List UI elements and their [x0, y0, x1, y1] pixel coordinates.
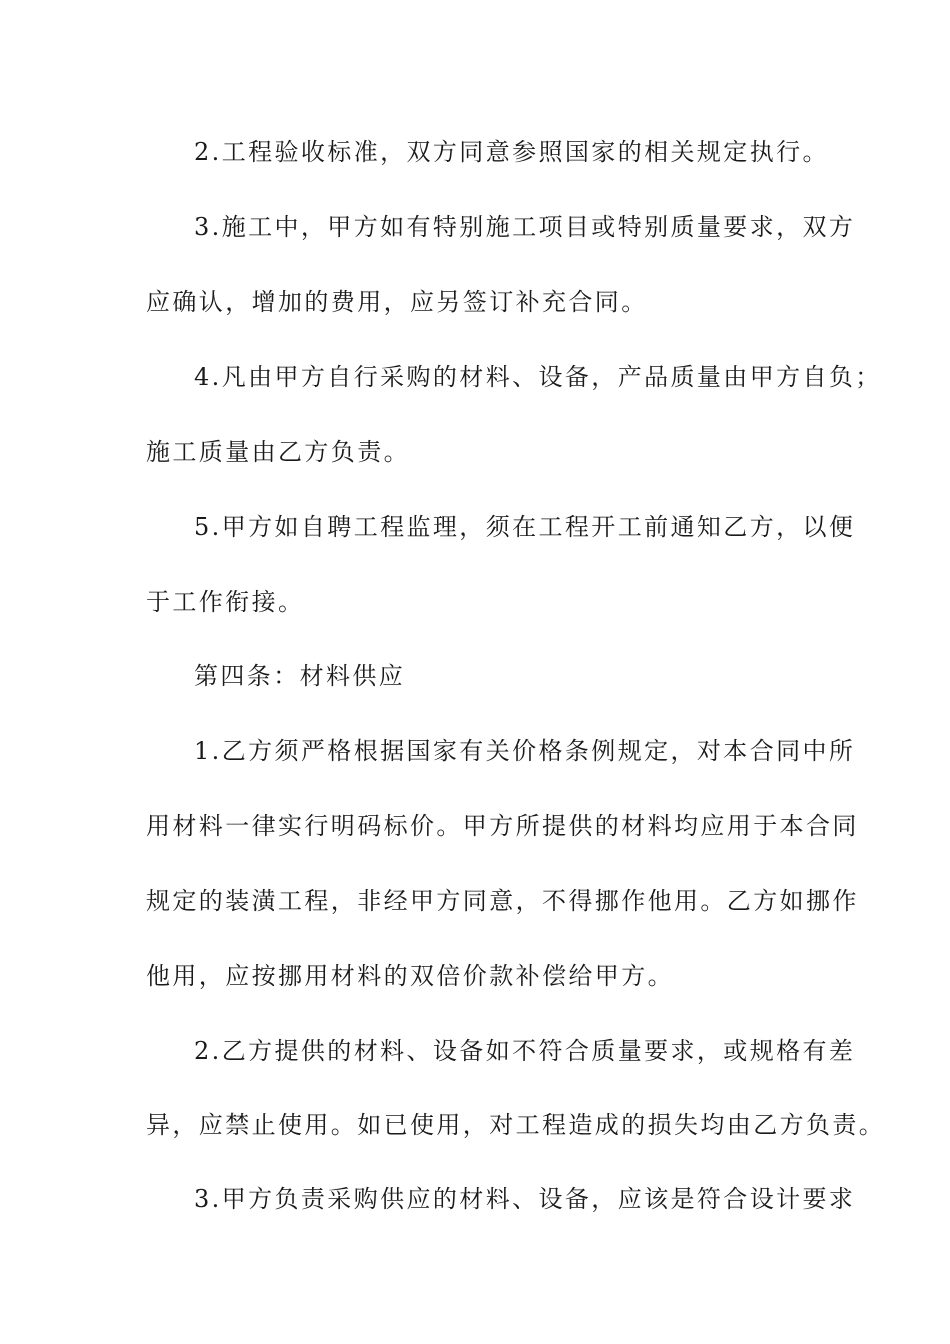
paragraph-line: 施工质量由乙方负责。 — [146, 438, 410, 466]
paragraph-line: 4.凡由甲方自行采购的材料、设备，产品质量由甲方自负； — [194, 363, 882, 391]
paragraph-line: 规定的装潢工程，非经甲方同意，不得挪作他用。乙方如挪作 — [146, 887, 859, 915]
paragraph-line: 应确认，增加的费用，应另签订补充合同。 — [146, 288, 648, 316]
paragraph-line: 5.甲方如自聘工程监理，须在工程开工前通知乙方，以便 — [194, 513, 856, 541]
paragraph-line: 2.工程验收标准，双方同意参照国家的相关规定执行。 — [194, 138, 829, 166]
paragraph-line: 异，应禁止使用。如已使用，对工程造成的损失均由乙方负责。 — [146, 1111, 886, 1139]
paragraph-line: 用材料一律实行明码标价。甲方所提供的材料均应用于本合同 — [146, 812, 859, 840]
paragraph-line: 3.甲方负责采购供应的材料、设备，应该是符合设计要求 — [194, 1185, 856, 1213]
paragraph-line: 于工作衔接。 — [146, 588, 305, 616]
section-heading: 第四条：材料供应 — [194, 662, 406, 690]
paragraph-line: 3.施工中，甲方如有特别施工项目或特别质量要求，双方 — [194, 213, 856, 241]
paragraph-line: 1.乙方须严格根据国家有关价格条例规定，对本合同中所 — [194, 737, 856, 765]
paragraph-line: 2.乙方提供的材料、设备如不符合质量要求，或规格有差 — [194, 1037, 856, 1065]
paragraph-line: 他用，应按挪用材料的双倍价款补偿给甲方。 — [146, 962, 674, 990]
